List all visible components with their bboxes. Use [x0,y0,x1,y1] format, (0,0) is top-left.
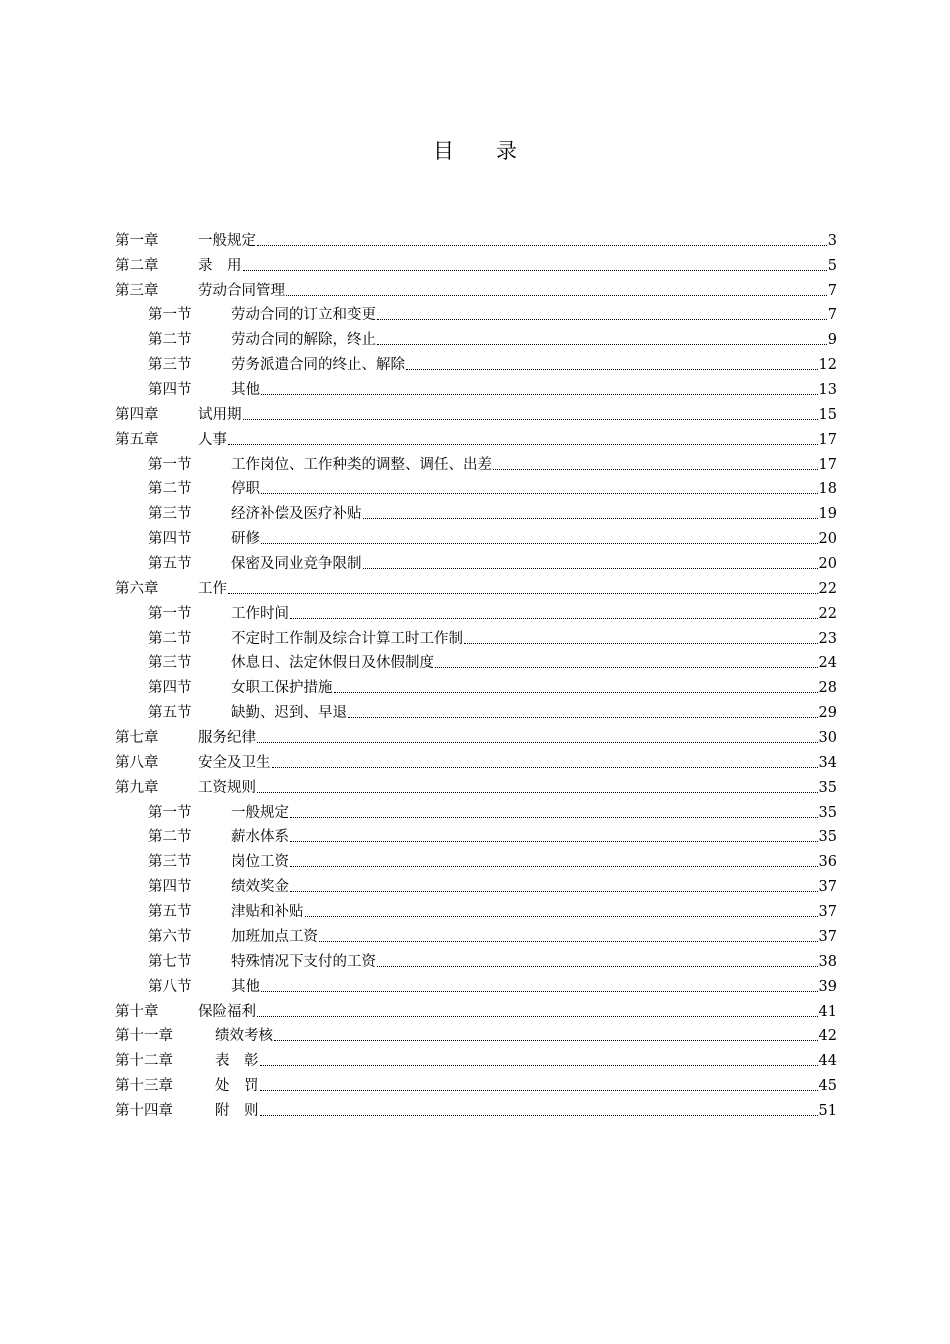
toc-entry-label: 第七章 [115,730,159,747]
toc-entry-label: 第十四章 [115,1102,173,1119]
toc-page-number: 37 [818,904,837,921]
toc-entry-title: 绩效考核 [215,1028,273,1045]
toc-section-entry[interactable] [115,499,837,524]
toc-entry-title: 试用期 [198,406,242,423]
toc-page-number: 35 [818,829,837,846]
toc-page-number: 23 [818,630,837,647]
toc-dot-leader [260,1090,818,1091]
toc-entry-title: 绩效奖金 [231,879,289,896]
toc-dot-leader [257,1016,818,1017]
toc-section-entry[interactable] [115,549,837,574]
toc-page-number: 39 [818,978,837,995]
toc-page-number: 9 [827,332,837,349]
toc-dot-leader [243,270,827,271]
toc-entry-title: 录 用 [198,257,242,274]
toc-page-number: 35 [818,779,837,796]
toc-section-entry[interactable] [115,922,837,947]
toc-entry-title: 薪水体系 [231,829,289,846]
toc-entry-label: 第三节 [148,655,192,672]
toc-page-number: 42 [818,1028,837,1045]
toc-dot-leader [260,1065,818,1066]
toc-page-number: 37 [818,879,837,896]
toc-dot-leader [257,245,827,246]
toc-dot-leader [290,891,818,892]
toc-entry-title: 处 罚 [215,1078,259,1095]
toc-dot-leader [228,593,818,594]
toc-page-number: 24 [818,655,837,672]
toc-entry-label: 第一节 [148,804,192,821]
toc-entry-label: 第二节 [148,332,192,349]
toc-entry-label: 第十一章 [115,1028,173,1045]
toc-entry-label: 第五节 [148,904,192,921]
toc-entry-title: 研修 [231,531,260,548]
toc-entry-title: 保密及同业竞争限制 [231,556,362,573]
toc-page-number: 17 [818,431,837,448]
toc-dot-leader [290,866,818,867]
toc-section-entry[interactable] [115,972,837,997]
toc-entry-title: 其他 [231,382,260,399]
toc-chapter-entry[interactable] [115,997,837,1022]
toc-section-entry[interactable] [115,649,837,674]
toc-chapter-entry[interactable] [115,773,837,798]
toc-entry-title: 女职工保护措施 [231,680,333,697]
toc-page-number: 41 [818,1003,837,1020]
toc-entry-title: 缺勤、迟到、早退 [231,705,347,722]
toc-entry-title: 劳动合同管理 [198,282,285,299]
toc-entry-label: 第七节 [148,953,192,970]
toc-entry-title: 经济补偿及医疗补贴 [231,506,362,523]
toc-page-number: 7 [827,282,837,299]
toc-page-number: 18 [818,481,837,498]
toc-entry-label: 第一节 [148,307,192,324]
toc-page-number: 13 [818,382,837,399]
toc-entry-label: 第三节 [148,357,192,374]
toc-entry-label: 第十二章 [115,1053,173,1070]
toc-entry-title: 人事 [198,431,227,448]
toc-page-number: 20 [818,556,837,573]
toc-chapter-entry[interactable] [115,226,837,251]
toc-dot-leader [261,394,818,395]
toc-page-number: 37 [818,928,837,945]
toc-page-number: 19 [818,506,837,523]
toc-section-entry[interactable] [115,872,837,897]
toc-entry-title: 工作岗位、工作种类的调整、调任、出差 [231,456,492,473]
toc-page-number: 38 [818,953,837,970]
toc-dot-leader [377,344,827,345]
toc-section-entry[interactable] [115,475,837,500]
toc-dot-leader [290,618,818,619]
toc-entry-label: 第五节 [148,556,192,573]
toc-entry-label: 第二节 [148,829,192,846]
toc-dot-leader [493,469,818,470]
toc-entry-title: 一般规定 [198,232,256,249]
toc-chapter-entry[interactable] [115,748,837,773]
toc-entry-title: 劳动合同的订立和变更 [231,307,376,324]
toc-entry-title: 工资规则 [198,779,256,796]
toc-entry-title: 不定时工作制及综合计算工时工作制 [231,630,463,647]
toc-page-number: 20 [818,531,837,548]
toc-entry-label: 第八章 [115,754,159,771]
toc-chapter-entry[interactable] [115,1046,837,1071]
toc-page-number: 36 [818,854,837,871]
toc-section-entry[interactable] [115,301,837,326]
toc-entry-title: 附 则 [215,1102,259,1119]
toc-page-number: 45 [818,1078,837,1095]
toc-dot-leader [435,667,818,668]
toc-section-entry[interactable] [115,350,837,375]
toc-section-entry[interactable] [115,823,837,848]
toc-entry-label: 第五章 [115,431,159,448]
toc-entry-title: 表 彰 [215,1053,259,1070]
toc-entry-title: 安全及卫生 [198,754,271,771]
toc-entry-title: 劳务派遣合同的终止、解除 [231,357,405,374]
toc-entry-label: 第三章 [115,282,159,299]
toc-dot-leader [305,916,818,917]
toc-chapter-entry[interactable] [115,574,837,599]
toc-entry-title: 岗位工资 [231,854,289,871]
toc-section-entry[interactable] [115,798,837,823]
toc-chapter-entry[interactable] [115,1096,837,1121]
toc-entry-title: 服务纪律 [198,730,256,747]
toc-entry-label: 第三节 [148,506,192,523]
toc-dot-leader [319,941,818,942]
toc-dot-leader [272,767,818,768]
toc-entry-title: 停职 [231,481,260,498]
toc-chapter-entry[interactable] [115,276,837,301]
toc-page-number: 12 [818,357,837,374]
toc-entry-label: 第一节 [148,456,192,473]
toc-page-number: 30 [818,730,837,747]
toc-entry-label: 第四章 [115,406,159,423]
toc-dot-leader [257,742,818,743]
toc-entry-label: 第四节 [148,879,192,896]
toc-entry-label: 第三节 [148,854,192,871]
toc-dot-leader [257,792,818,793]
toc-list [115,226,837,1121]
toc-section-entry[interactable] [115,698,837,723]
toc-entry-label: 第九章 [115,779,159,796]
toc-dot-leader [377,319,827,320]
toc-page-number: 22 [818,605,837,622]
toc-entry-label: 第四节 [148,531,192,548]
toc-section-entry[interactable] [115,375,837,400]
toc-entry-title: 津贴和补贴 [231,904,304,921]
toc-entry-title: 一般规定 [231,804,289,821]
toc-page-number: 5 [827,257,837,274]
toc-entry-label: 第十章 [115,1003,159,1020]
toc-entry-title: 其他 [231,978,260,995]
toc-chapter-entry[interactable] [115,400,837,425]
toc-chapter-entry[interactable] [115,1071,837,1096]
toc-entry-title: 加班加点工资 [231,928,318,945]
toc-page-number: 7 [827,307,837,324]
toc-section-entry[interactable] [115,599,837,624]
toc-chapter-entry[interactable] [115,251,837,276]
toc-entry-label: 第二章 [115,257,159,274]
toc-title: 目 录 [433,139,517,163]
toc-entry-label: 第一节 [148,605,192,622]
toc-entry-title: 特殊情况下支付的工资 [231,953,376,970]
toc-page-number: 3 [827,232,837,249]
toc-dot-leader [334,692,818,693]
toc-page-number: 22 [818,580,837,597]
toc-page-number: 17 [818,456,837,473]
toc-dot-leader [261,991,818,992]
toc-page-number: 34 [818,754,837,771]
toc-dot-leader [286,295,827,296]
toc-entry-title: 工作 [198,580,227,597]
toc-section-entry[interactable] [115,897,837,922]
toc-entry-label: 第六章 [115,580,159,597]
toc-entry-title: 劳动合同的解除，终止 [231,332,376,349]
toc-page-number: 15 [818,406,837,423]
toc-section-entry[interactable] [115,450,837,475]
toc-chapter-entry[interactable] [115,1022,837,1047]
toc-dot-leader [228,444,818,445]
toc-dot-leader [261,493,818,494]
toc-entry-label: 第四节 [148,382,192,399]
toc-dot-leader [363,568,818,569]
toc-page-number: 51 [818,1102,837,1119]
toc-entry-label: 第十三章 [115,1078,173,1095]
toc-dot-leader [243,419,818,420]
toc-entry-label: 第八节 [148,978,192,995]
toc-chapter-entry[interactable] [115,425,837,450]
toc-page-number: 28 [818,680,837,697]
toc-dot-leader [464,643,818,644]
toc-section-entry[interactable] [115,847,837,872]
toc-entry-title: 工作时间 [231,605,289,622]
toc-page-number: 35 [818,804,837,821]
toc-dot-leader [406,369,818,370]
toc-entry-label: 第五节 [148,705,192,722]
toc-section-entry[interactable] [115,947,837,972]
toc-dot-leader [377,966,818,967]
toc-entry-title: 休息日、法定休假日及休假制度 [231,655,434,672]
toc-entry-label: 第二节 [148,481,192,498]
toc-section-entry[interactable] [115,524,837,549]
toc-dot-leader [290,817,818,818]
toc-page-number: 44 [818,1053,837,1070]
toc-dot-leader [260,1115,818,1116]
toc-dot-leader [290,841,818,842]
toc-chapter-entry[interactable] [115,723,837,748]
toc-dot-leader [274,1040,818,1041]
toc-dot-leader [261,543,818,544]
toc-entry-title: 保险福利 [198,1003,256,1020]
toc-section-entry[interactable] [115,325,837,350]
toc-entry-label: 第一章 [115,232,159,249]
toc-entry-label: 第二节 [148,630,192,647]
toc-page-number: 29 [818,705,837,722]
toc-section-entry[interactable] [115,624,837,649]
toc-dot-leader [363,518,818,519]
toc-dot-leader [348,717,818,718]
toc-section-entry[interactable] [115,673,837,698]
toc-entry-label: 第四节 [148,680,192,697]
toc-entry-label: 第六节 [148,928,192,945]
